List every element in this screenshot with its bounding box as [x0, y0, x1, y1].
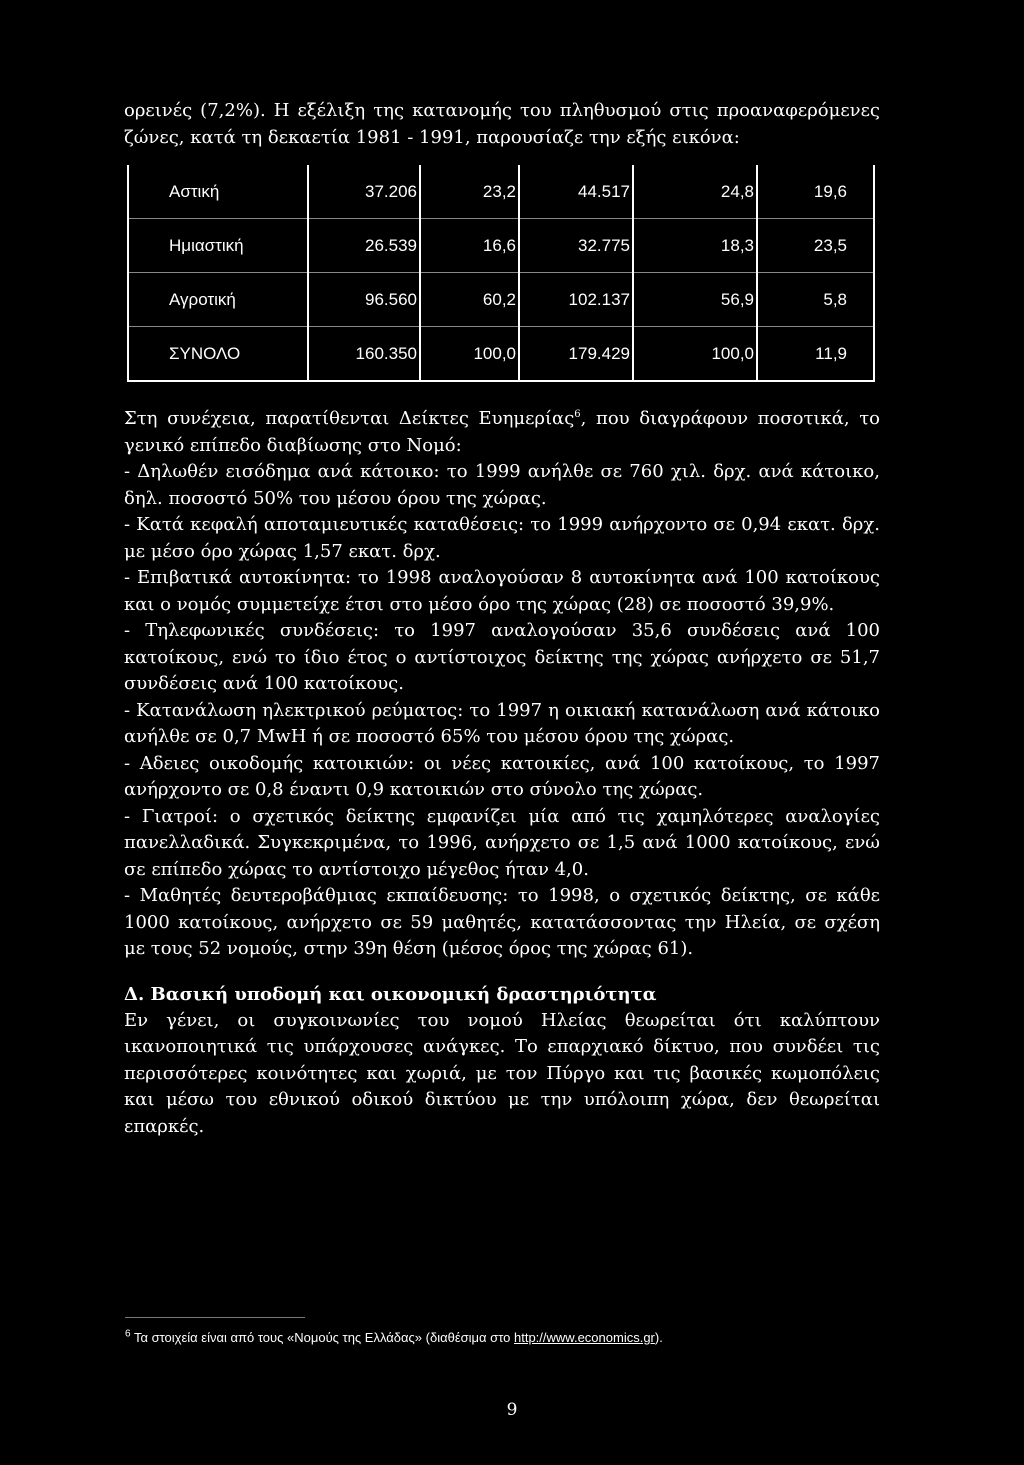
table-cell-zone-name: ΣΥΝΟΛΟ	[128, 327, 308, 382]
table-cell-pop-1981: 37.206	[308, 165, 420, 219]
table-cell-pct-1981: 16,6	[420, 219, 519, 273]
page-body	[124, 98, 880, 1140]
footnote-separator	[125, 1317, 305, 1318]
table-cell-zone-name: Αγροτική	[128, 273, 308, 327]
table-cell-pop-1991: 44.517	[519, 165, 633, 219]
page-number: 9	[506, 1400, 518, 1420]
footnote-ref: 6	[574, 409, 581, 420]
table-cell-pct-1991: 18,3	[633, 219, 757, 273]
indicator-item: - Αδειες οικοδομής κατοικιών: οι νέες κατοικίες, ανά 100 κατοίκους, το 1997 ανήρχοντο σε 0,8 έναντι 0,9 κατοικιών στο σύνολο της χώρας.	[124, 752, 880, 800]
table-row	[128, 219, 874, 273]
table-cell-pop-1991: 32.775	[519, 219, 633, 273]
table-cell-pct-1981: 23,2	[420, 165, 519, 219]
indicators-intro	[124, 406, 880, 459]
table-cell-change-pct: 23,5	[757, 219, 874, 273]
indicator-item: - Κατά κεφαλή αποταμιευτικές καταθέσεις: το 1999 ανήρχοντο σε 0,94 εκατ. δρχ. με μέσο όρο χώρας 1,57 εκατ. δρχ.	[124, 514, 880, 562]
indicators-intro-rest: , που διαγράφουν ποσοτικά, το γενικό επίπεδο διαβίωσης στο Νομό:	[124, 408, 880, 456]
table-cell-pop-1991: 102.137	[519, 273, 633, 327]
table-cell-change-pct: 5,8	[757, 273, 874, 327]
table-cell-pct-1991: 24,8	[633, 165, 757, 219]
footnote-text: Τα στοιχεία είναι από τους «Νομούς της Ελλάδας» (διαθέσιμα στο	[130, 1330, 514, 1345]
section-paragraph: Εν γένει, οι συγκοινωνίες του νομού Ηλείας θεωρείται ότι καλύπτουν ικανοποιητικά τις υπάρχουσες ανάγκες. Το επαρχιακό δίκτυο, που συνδέει τις περισσότερες κοινότητες και χωριά, με τον Πύργο και τις βασικές κωμοπόλεις και μέσω του εθνικού οδικού δικτύου με την υπόλοιπη χώρα, δεν θεωρείται επαρκές.	[124, 1009, 880, 1137]
indicator-item: - Τηλεφωνικές συνδέσεις: το 1997 αναλογούσαν 35,6 συνδέσεις ανά 100 κατοίκους, ενώ το ίδιο έτος ο αντίστοιχος δείκτης της χώρας ανήρχετο σε 51,7 συνδέσεις ανά 100 κατοίκους.	[124, 620, 880, 694]
section-heading: Δ. Βασική υποδομή και οικονομική δραστηριότητα	[124, 983, 657, 1005]
table-cell-pop-1991: 179.429	[519, 327, 633, 382]
table-row	[128, 273, 874, 327]
table-row	[128, 327, 874, 382]
indicators-intro-text: Στη συνέχεια, παρατίθενται Δείκτες Ευημερίας	[124, 408, 575, 429]
footnote	[125, 1329, 885, 1347]
table-cell-change-pct: 19,6	[757, 165, 874, 219]
indicator-item: - Γιατροί: ο σχετικός δείκτης εμφανίζει μία από τις χαμηλότερες αναλογίες πανελλαδικά. Συγκεκριμένα, το 1996, ανήρχετο σε 1,5 ανά 1000 κατοίκους, ενώ σε επίπεδο χώρας το αντίστοιχο μέγεθος ήταν 4,0.	[124, 805, 880, 880]
table-cell-pct-1981: 60,2	[420, 273, 519, 327]
population-table	[127, 165, 875, 382]
table-cell-zone-name: Ημιαστική	[128, 219, 308, 273]
indicator-item: - Μαθητές δευτεροβάθμιας εκπαίδευσης: το 1998, ο σχετικός δείκτης, σε κάθε 1000 κατοίκους, ανήρχετο σε 59 μαθητές, κατατάσσοντας την Ηλεία, σε σχέση με τους 52 νομούς, στην 39η θέση (μέσος όρος της χώρας 61).	[124, 885, 880, 959]
table-cell-pct-1991: 100,0	[633, 327, 757, 382]
indicators-list	[124, 459, 880, 963]
table-cell-change-pct: 11,9	[757, 327, 874, 382]
table-cell-pct-1981: 100,0	[420, 327, 519, 382]
footnote-link[interactable]: http://www.economics.gr	[514, 1330, 655, 1345]
table-cell-pop-1981: 26.539	[308, 219, 420, 273]
footnote-marker: 6	[125, 1328, 131, 1340]
footnote-end: ).	[654, 1330, 663, 1345]
table-row	[128, 165, 874, 219]
table-cell-pct-1991: 56,9	[633, 273, 757, 327]
table-cell-pop-1981: 160.350	[308, 327, 420, 382]
table-cell-pop-1981: 96.560	[308, 273, 420, 327]
intro-paragraph: ορεινές (7,2%). Η εξέλιξη της κατανομής του πληθυσμού στις προαναφερόμενες ζώνες, κατά τη δεκαετία 1981 - 1991, παρουσίαζε την εξής εικόνα:	[124, 100, 880, 148]
table-cell-zone-name: Αστική	[128, 165, 308, 219]
indicator-item: - Κατανάλωση ηλεκτρικού ρεύματος: το 1997 η οικιακή κατανάλωση ανά κάτοικο ανήλθε σε 0,7 MwH ή σε ποσοστό 65% του μέσου όρου της χώρας.	[124, 699, 880, 747]
indicator-item: - Επιβατικά αυτοκίνητα: το 1998 αναλογούσαν 8 αυτοκίνητα ανά 100 κατοίκους και ο νομός συμμετείχε έτσι στο μέσο όρο της χώρας (28) σε ποσοστό 39,9%.	[124, 567, 880, 615]
indicator-item: - Δηλωθέν εισόδημα ανά κάτοικο: το 1999 ανήλθε σε 760 χιλ. δρχ. ανά κάτοικο, δηλ. ποσοστό 50% του μέσου όρου της χώρας.	[124, 461, 880, 509]
